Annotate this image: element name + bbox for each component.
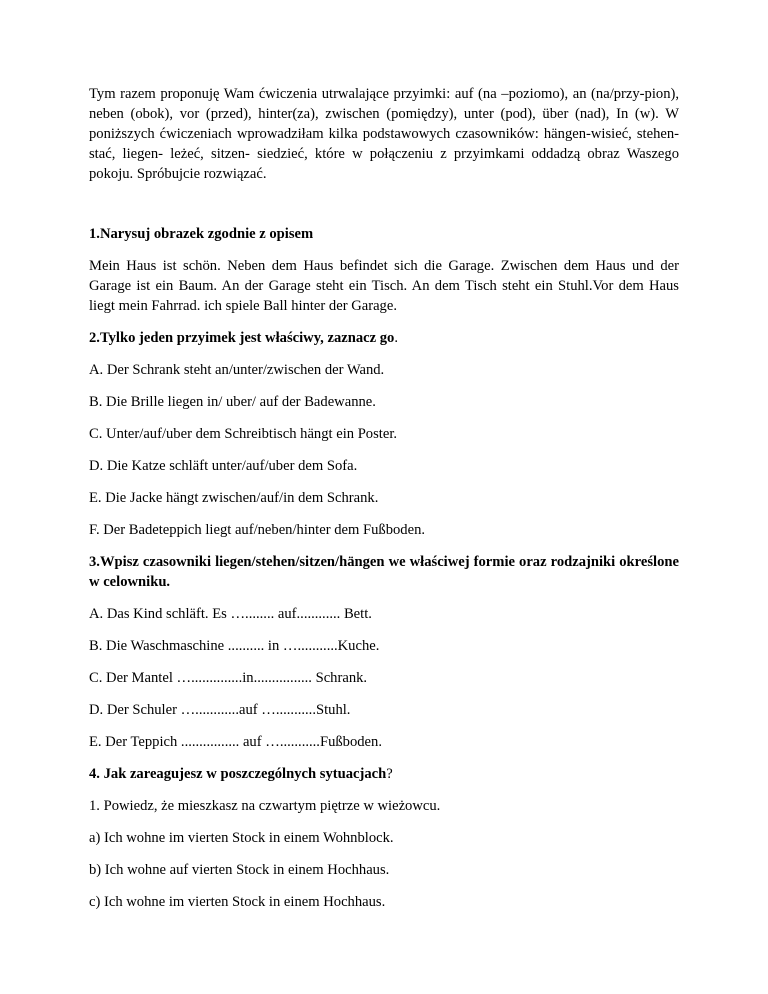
section4-heading	[89, 764, 679, 784]
section2-item-c: C. Unter/auf/uber dem Schreibtisch hängt ein Poster.	[89, 426, 398, 442]
section4-option-b: b) Ich wohne auf vierten Stock in einem Hochhaus.	[89, 862, 390, 878]
section3-heading: 3.Wpisz czasowniki liegen/stehen/sitzen/hängen we właściwej formie oraz rodzajniki określone w celowniku.	[89, 554, 679, 590]
section1-text: Mein Haus ist schön. Neben dem Haus befindet sich die Garage. Zwischen dem Haus und der Garage ist ein Baum. An der Garage steht ein Tisch. An dem Tisch steht ein Stuhl.Vor dem Haus liegt mein Fahrrad. ich spiele Ball hinter der Garage.	[89, 258, 679, 314]
section2-item-f: F. Der Badeteppich liegt auf/neben/hinter dem Fußboden.	[89, 522, 426, 538]
section4-heading-text: 4. Jak zareagujesz w poszczególnych sytuacjach	[89, 766, 387, 782]
section3-item-d: D. Der Schuler …............auf …...........Stuhl.	[89, 702, 351, 718]
section2-item-b: B. Die Brille liegen in/ uber/ auf der Badewanne.	[89, 394, 376, 410]
section2-heading-text: 2.Tylko jeden przyimek jest właściwy, zaznacz go	[89, 330, 395, 346]
section3-item-e: E. Der Teppich ................ auf …...........Fußboden.	[89, 734, 382, 750]
section4-question: 1. Powiedz, że mieszkasz na czwartym piętrze w wieżowcu.	[89, 798, 441, 814]
section3-item-c: C. Der Mantel …..............in................ Schrank.	[89, 670, 368, 686]
section3-item-b: B. Die Waschmaschine .......... in …...........Kuche.	[89, 638, 380, 654]
section4-option-a: a) Ich wohne im vierten Stock in einem Wohnblock.	[89, 830, 394, 846]
intro-paragraph: Tym razem proponuję Wam ćwiczenia utrwalające przyimki: auf (na –poziomo), an (na/przy-pion), neben (obok), vor (przed), hinter(za), zwischen (pomiędzy), unter (pod), über (nad), In (w). W poniższych ćwiczeniach wprowadziłam kilka podstawowych czasowników: hängen-wisieć, stehen- stać, liegen- leżeć, sitzen- siedzieć, które w połączeniu z przyimkami oddadzą obraz Waszego pokoju. Spróbujcie rozwiązać.	[89, 86, 679, 182]
section2-heading-end: .	[394, 330, 398, 346]
section2-item-e: E. Die Jacke hängt zwischen/auf/in dem Schrank.	[89, 490, 379, 506]
section2-heading	[89, 328, 679, 348]
document-page	[89, 84, 679, 912]
section2-item-d: D. Die Katze schläft unter/auf/uber dem Sofa.	[89, 458, 358, 474]
section1-heading: 1.Narysuj obrazek zgodnie z opisem	[89, 226, 314, 242]
section4-heading-end: ?	[386, 766, 393, 782]
section4-option-c: c) Ich wohne im vierten Stock in einem Hochhaus.	[89, 894, 386, 910]
section2-item-a: A. Der Schrank steht an/unter/zwischen der Wand.	[89, 362, 385, 378]
section3-item-a: A. Das Kind schläft. Es …........ auf............ Bett.	[89, 606, 372, 622]
